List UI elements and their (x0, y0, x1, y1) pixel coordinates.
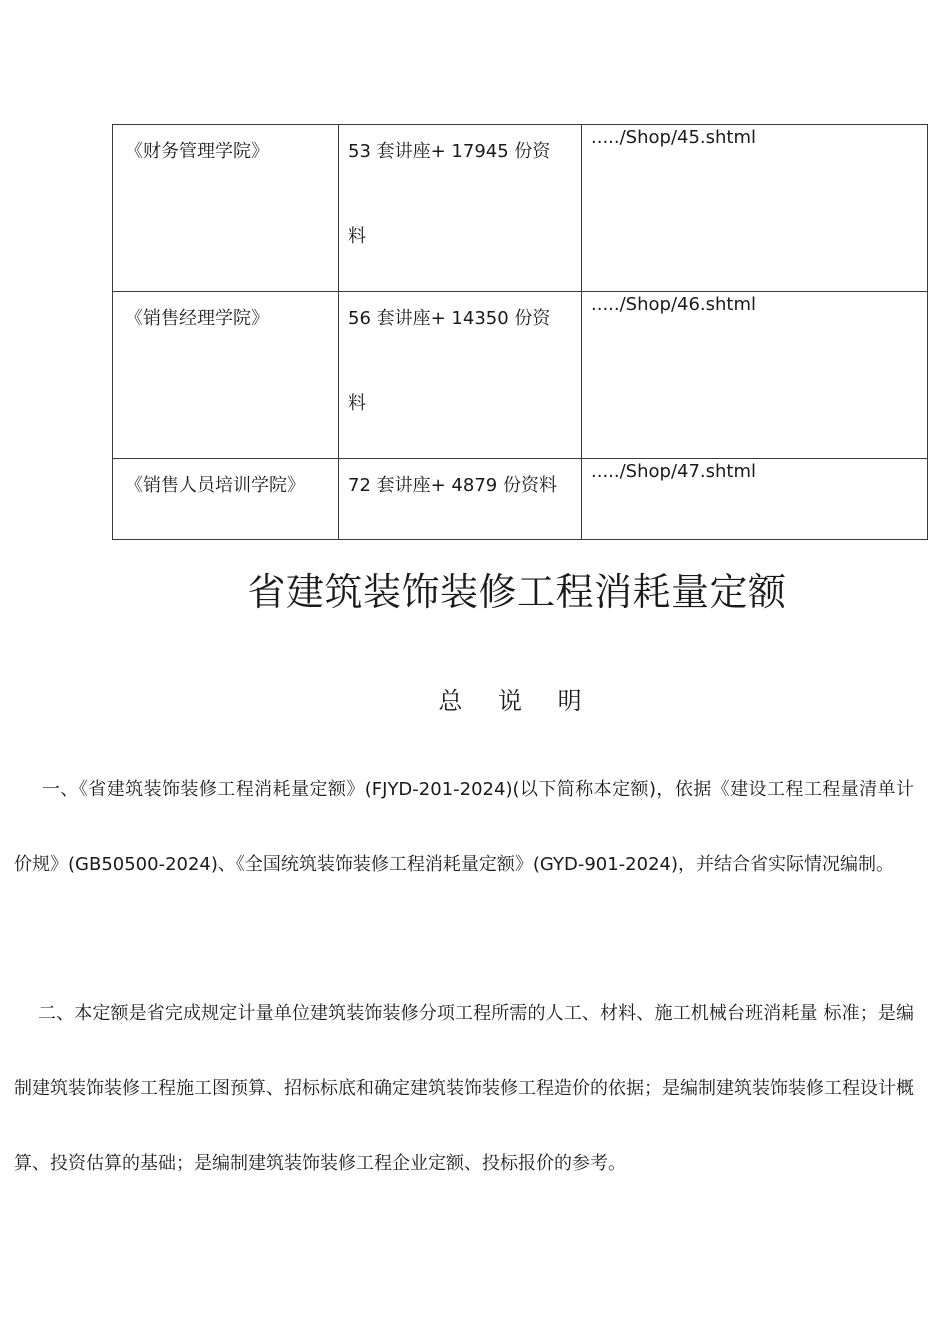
course-name: 《财务管理学院》 (113, 125, 339, 292)
course-link[interactable]: ...../Shop/45.shtml (582, 125, 928, 292)
course-link[interactable]: ...../Shop/47.shtml (582, 459, 928, 540)
document-title: 省建筑装饰装修工程消耗量定额 (247, 570, 787, 614)
course-count-line: 72 套讲座+ 4879 份资料 (348, 475, 557, 496)
course-count-line: 53 套讲座+ 17945 份资 (348, 141, 551, 162)
course-link[interactable]: ...../Shop/46.shtml (582, 292, 928, 459)
section-heading: 总 说 明 (438, 687, 596, 715)
course-name: 《销售经理学院》 (113, 292, 339, 459)
course-count (339, 459, 582, 540)
table-row (113, 125, 928, 292)
course-count-line: 料 (348, 393, 366, 414)
course-count-line: 料 (348, 226, 366, 247)
course-count-line: 56 套讲座+ 14350 份资 (348, 308, 551, 329)
table-row (113, 292, 928, 459)
course-count (339, 292, 582, 459)
table-row (113, 459, 928, 540)
catalog-table (112, 124, 928, 540)
course-count (339, 125, 582, 292)
course-name: 《销售人员培训学院》 (113, 459, 339, 540)
body-paragraph: 一、《省建筑装饰装修工程消耗量定额》(FJYD-201-2024)(以下简称本定额)，依据《建设工程工程量清单计价规》(GB50500-2024)、《全国统筑装饰装修工程消耗量定额》(GYD-901-2024)，并结合省实际情况编制。 (14, 779, 914, 875)
body-paragraph: 二、本定额是省完成规定计量单位建筑装饰装修分项工程所需的人工、材料、施工机械台班消耗量 标准；是编制建筑装饰装修工程施工图预算、招标标底和确定建筑装饰装修工程造价的依据；是编制建筑装饰装修工程设计概算、投资估算的基础；是编制建筑装饰装修工程企业定额、投标报价的参考。 (14, 1003, 914, 1174)
